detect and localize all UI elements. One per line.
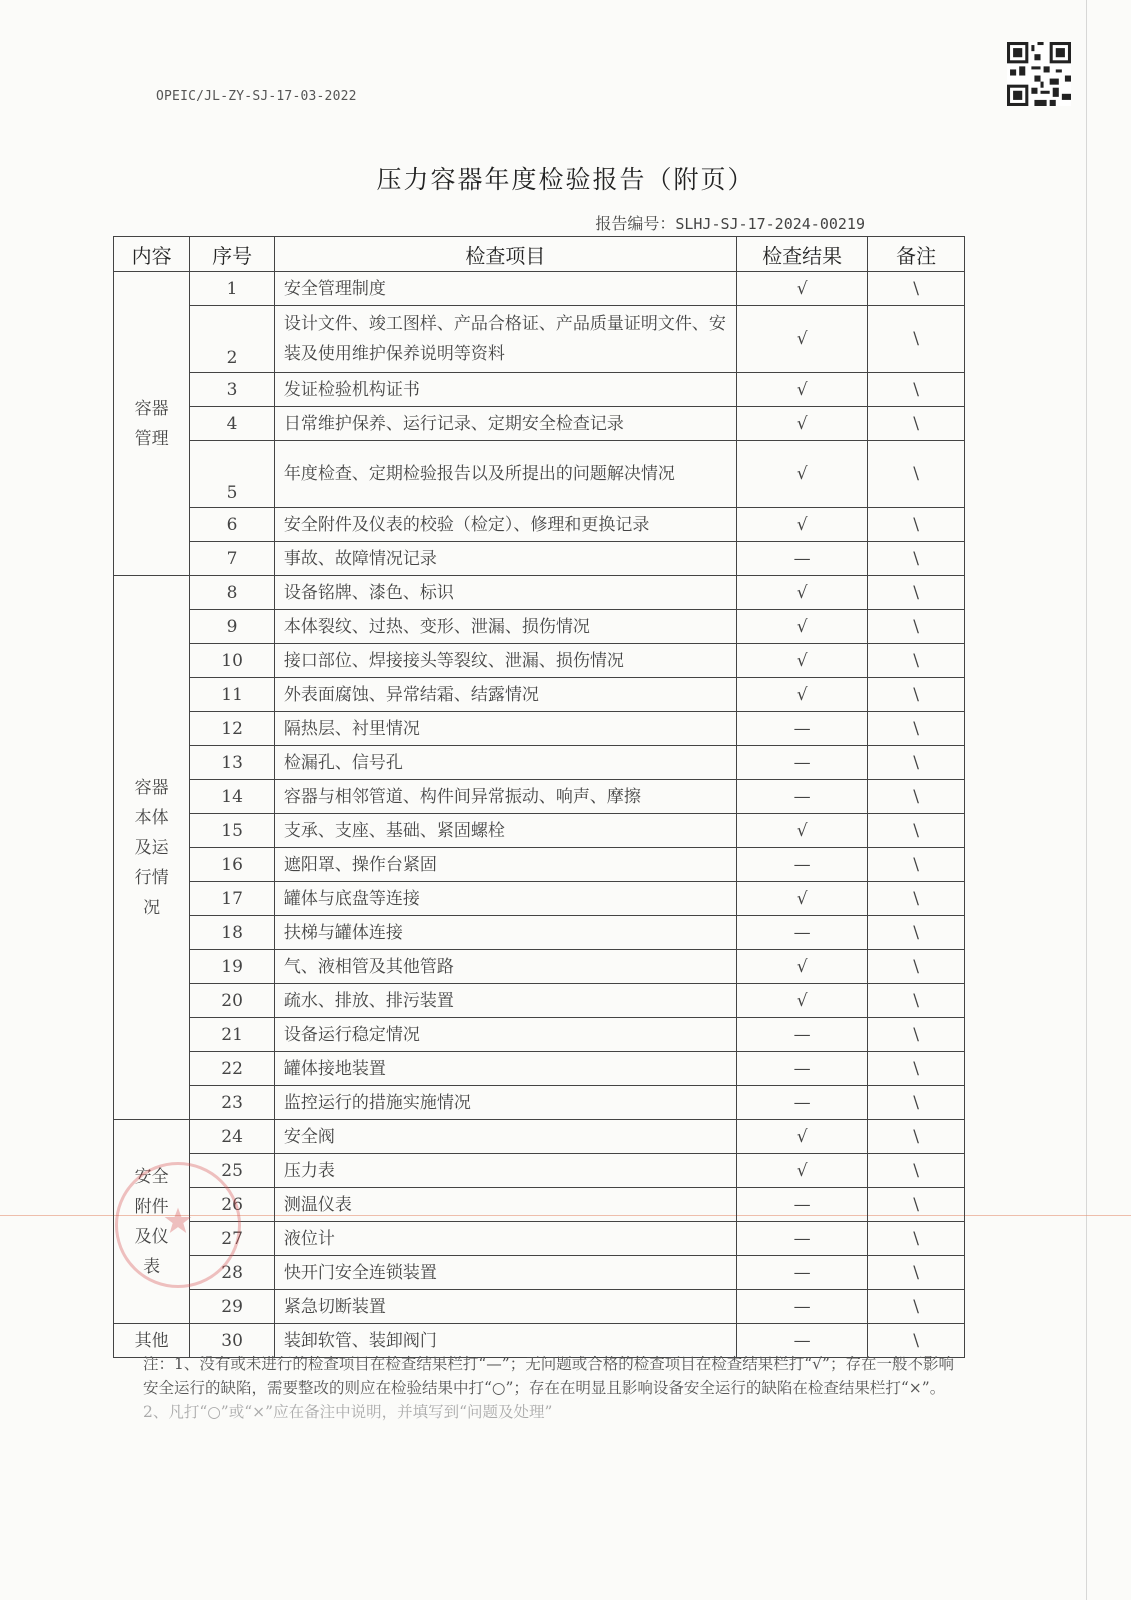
- seq-cell: 8: [190, 576, 274, 610]
- item-cell: 设计文件、竣工图样、产品合格证、产品质量证明文件、安装及使用维护保养说明等资料: [274, 306, 736, 373]
- table-row: [114, 644, 965, 678]
- table-row: [114, 1052, 965, 1086]
- seq-cell: 16: [190, 848, 274, 882]
- seq-cell: 23: [190, 1086, 274, 1120]
- item-cell: 液位计: [274, 1222, 736, 1256]
- note-cell: \: [868, 678, 965, 712]
- result-cell: √: [736, 984, 867, 1018]
- note-cell: \: [868, 1290, 965, 1324]
- note-cell: \: [868, 814, 965, 848]
- note-cell: \: [868, 407, 965, 441]
- seq-cell: 17: [190, 882, 274, 916]
- table-row: [114, 780, 965, 814]
- seq-cell: 26: [190, 1188, 274, 1222]
- table-row: [114, 712, 965, 746]
- item-cell: 安全附件及仪表的校验（检定）、修理和更换记录: [274, 508, 736, 542]
- item-cell: 支承、支座、基础、紧固螺栓: [274, 814, 736, 848]
- seq-cell: 21: [190, 1018, 274, 1052]
- report-title: 压力容器年度检验报告（附页）: [376, 165, 755, 194]
- result-cell: √: [736, 610, 867, 644]
- item-cell: 装卸软管、装卸阀门: [274, 1324, 736, 1358]
- result-cell: √: [736, 678, 867, 712]
- result-cell: √: [736, 508, 867, 542]
- note-cell: \: [868, 712, 965, 746]
- item-cell: 检漏孔、信号孔: [274, 746, 736, 780]
- category-cell: 其他: [114, 1324, 190, 1358]
- item-cell: 发证检验机构证书: [274, 373, 736, 407]
- item-cell: 设备铭牌、漆色、标识: [274, 576, 736, 610]
- table-row: [114, 916, 965, 950]
- result-cell: √: [736, 882, 867, 916]
- seq-cell: 3: [190, 373, 274, 407]
- item-cell: 遮阳罩、操作台紧固: [274, 848, 736, 882]
- table-row: [114, 814, 965, 848]
- seq-cell: 2: [190, 306, 274, 373]
- table-row: [114, 1154, 965, 1188]
- item-cell: 快开门安全连锁装置: [274, 1256, 736, 1290]
- table-header-row: [114, 237, 965, 272]
- note-cell: \: [868, 746, 965, 780]
- seq-cell: 24: [190, 1120, 274, 1154]
- scan-edge-line: [1086, 0, 1087, 1600]
- report-number-label: 报告编号：: [595, 214, 676, 233]
- table-row: [114, 1290, 965, 1324]
- result-cell: √: [736, 1154, 867, 1188]
- column-header-note: 备注: [868, 237, 965, 272]
- category-cell: 容器管理: [114, 272, 190, 576]
- note-cell: \: [868, 644, 965, 678]
- table-row: [114, 882, 965, 916]
- seq-cell: 4: [190, 407, 274, 441]
- result-cell: √: [736, 373, 867, 407]
- note-cell: \: [868, 272, 965, 306]
- seal-star-icon: [162, 1205, 194, 1237]
- seq-cell: 6: [190, 508, 274, 542]
- note-cell: \: [868, 1086, 965, 1120]
- category-cell: 容器本体及运行情况: [114, 576, 190, 1120]
- note-cell: \: [868, 1154, 965, 1188]
- result-cell: √: [736, 441, 867, 508]
- note-cell: \: [868, 441, 965, 508]
- official-seal: [115, 1162, 241, 1288]
- item-cell: 年度检查、定期检验报告以及所提出的问题解决情况: [274, 441, 736, 508]
- category-cell: 安全附件及仪表: [114, 1120, 190, 1324]
- note-cell: \: [868, 950, 965, 984]
- note-cell: \: [868, 1018, 965, 1052]
- item-cell: 压力表: [274, 1154, 736, 1188]
- note-cell: \: [868, 984, 965, 1018]
- note-cell: \: [868, 882, 965, 916]
- note-cell: \: [868, 1120, 965, 1154]
- seq-cell: 18: [190, 916, 274, 950]
- seq-cell: 12: [190, 712, 274, 746]
- item-cell: 安全阀: [274, 1120, 736, 1154]
- footnote: [143, 1352, 963, 1424]
- seq-cell: 14: [190, 780, 274, 814]
- item-cell: 设备运行稳定情况: [274, 1018, 736, 1052]
- table-row: [114, 746, 965, 780]
- item-cell: 监控运行的措施实施情况: [274, 1086, 736, 1120]
- note-cell: \: [868, 373, 965, 407]
- result-cell: —: [736, 848, 867, 882]
- note-cell: \: [868, 780, 965, 814]
- table-row: [114, 1018, 965, 1052]
- document-code: OPEIC/JL-ZY-SJ-17-03-2022: [156, 89, 357, 104]
- item-cell: 本体裂纹、过热、变形、泄漏、损伤情况: [274, 610, 736, 644]
- result-cell: —: [736, 1086, 867, 1120]
- table-row: [114, 1188, 965, 1222]
- table-row: [114, 407, 965, 441]
- table-row: [114, 306, 965, 373]
- column-header-item: 检查项目: [274, 237, 736, 272]
- seq-cell: 10: [190, 644, 274, 678]
- seq-cell: 25: [190, 1154, 274, 1188]
- note-cell: \: [868, 916, 965, 950]
- result-cell: —: [736, 1324, 867, 1358]
- item-cell: 气、液相管及其他管路: [274, 950, 736, 984]
- table-row: [114, 1256, 965, 1290]
- item-cell: 测温仪表: [274, 1188, 736, 1222]
- note-cell: \: [868, 508, 965, 542]
- seq-cell: 28: [190, 1256, 274, 1290]
- result-cell: √: [736, 644, 867, 678]
- result-cell: —: [736, 542, 867, 576]
- item-cell: 罐体与底盘等连接: [274, 882, 736, 916]
- result-cell: —: [736, 1052, 867, 1086]
- note-cell: \: [868, 1052, 965, 1086]
- result-cell: √: [736, 272, 867, 306]
- result-cell: —: [736, 916, 867, 950]
- table-row: [114, 441, 965, 508]
- result-cell: —: [736, 712, 867, 746]
- seq-cell: 5: [190, 441, 274, 508]
- note-cell: \: [868, 542, 965, 576]
- note-cell: \: [868, 1188, 965, 1222]
- result-cell: —: [736, 1188, 867, 1222]
- item-cell: 隔热层、衬里情况: [274, 712, 736, 746]
- note-cell: \: [868, 1256, 965, 1290]
- seq-cell: 9: [190, 610, 274, 644]
- table-row: [114, 1120, 965, 1154]
- table-row: [114, 373, 965, 407]
- column-header-result: 检查结果: [736, 237, 867, 272]
- table-row: [114, 1086, 965, 1120]
- result-cell: —: [736, 1290, 867, 1324]
- footnote-line-1: 注：1、没有或未进行的检查项目在检查结果栏打“—”；无问题或合格的检查项目在检查结果栏打“√”；存在一般不影响安全运行的缺陷，需要整改的则应在检验结果中打“○”；存在在明显且影响设备安全运行的缺陷在检查结果栏打“×”。: [143, 1355, 954, 1397]
- footnote-line-2: 2、凡打“○”或“×”应在备注中说明，并填写到“问题及处理”: [143, 1403, 553, 1421]
- note-cell: \: [868, 1222, 965, 1256]
- result-cell: —: [736, 1018, 867, 1052]
- table-row: [114, 678, 965, 712]
- table-row: [114, 950, 965, 984]
- result-cell: √: [736, 814, 867, 848]
- seq-cell: 7: [190, 542, 274, 576]
- item-cell: 安全管理制度: [274, 272, 736, 306]
- seq-cell: 1: [190, 272, 274, 306]
- table-row: [114, 1222, 965, 1256]
- qr-code-icon: [1007, 42, 1071, 106]
- result-cell: √: [736, 1120, 867, 1154]
- table-row: [114, 984, 965, 1018]
- note-cell: \: [868, 610, 965, 644]
- item-cell: 外表面腐蚀、异常结霜、结露情况: [274, 678, 736, 712]
- report-number: [595, 211, 865, 234]
- column-header-content: 内容: [114, 237, 190, 272]
- table-row: [114, 272, 965, 306]
- item-cell: 事故、故障情况记录: [274, 542, 736, 576]
- report-number-value: SLHJ-SJ-17-2024-00219: [675, 215, 865, 233]
- item-cell: 紧急切断装置: [274, 1290, 736, 1324]
- item-cell: 罐体接地装置: [274, 1052, 736, 1086]
- seq-cell: 11: [190, 678, 274, 712]
- result-cell: √: [736, 407, 867, 441]
- table-row: [114, 848, 965, 882]
- result-cell: —: [736, 1256, 867, 1290]
- result-cell: —: [736, 746, 867, 780]
- note-cell: \: [868, 848, 965, 882]
- seq-cell: 13: [190, 746, 274, 780]
- note-cell: \: [868, 576, 965, 610]
- column-header-seq: 序号: [190, 237, 274, 272]
- seq-cell: 29: [190, 1290, 274, 1324]
- table-row: [114, 542, 965, 576]
- inspection-table: [113, 236, 965, 1358]
- seq-cell: 15: [190, 814, 274, 848]
- result-cell: √: [736, 576, 867, 610]
- item-cell: 日常维护保养、运行记录、定期安全检查记录: [274, 407, 736, 441]
- seq-cell: 22: [190, 1052, 274, 1086]
- seq-cell: 20: [190, 984, 274, 1018]
- result-cell: √: [736, 306, 867, 373]
- table-row: [114, 508, 965, 542]
- item-cell: 接口部位、焊接接头等裂纹、泄漏、损伤情况: [274, 644, 736, 678]
- result-cell: √: [736, 950, 867, 984]
- table-row: [114, 576, 965, 610]
- item-cell: 疏水、排放、排污装置: [274, 984, 736, 1018]
- table-row: [114, 610, 965, 644]
- item-cell: 扶梯与罐体连接: [274, 916, 736, 950]
- seq-cell: 30: [190, 1324, 274, 1358]
- seq-cell: 27: [190, 1222, 274, 1256]
- note-cell: \: [868, 306, 965, 373]
- result-cell: —: [736, 1222, 867, 1256]
- note-cell: \: [868, 1324, 965, 1358]
- result-cell: —: [736, 780, 867, 814]
- seq-cell: 19: [190, 950, 274, 984]
- item-cell: 容器与相邻管道、构件间异常振动、响声、摩擦: [274, 780, 736, 814]
